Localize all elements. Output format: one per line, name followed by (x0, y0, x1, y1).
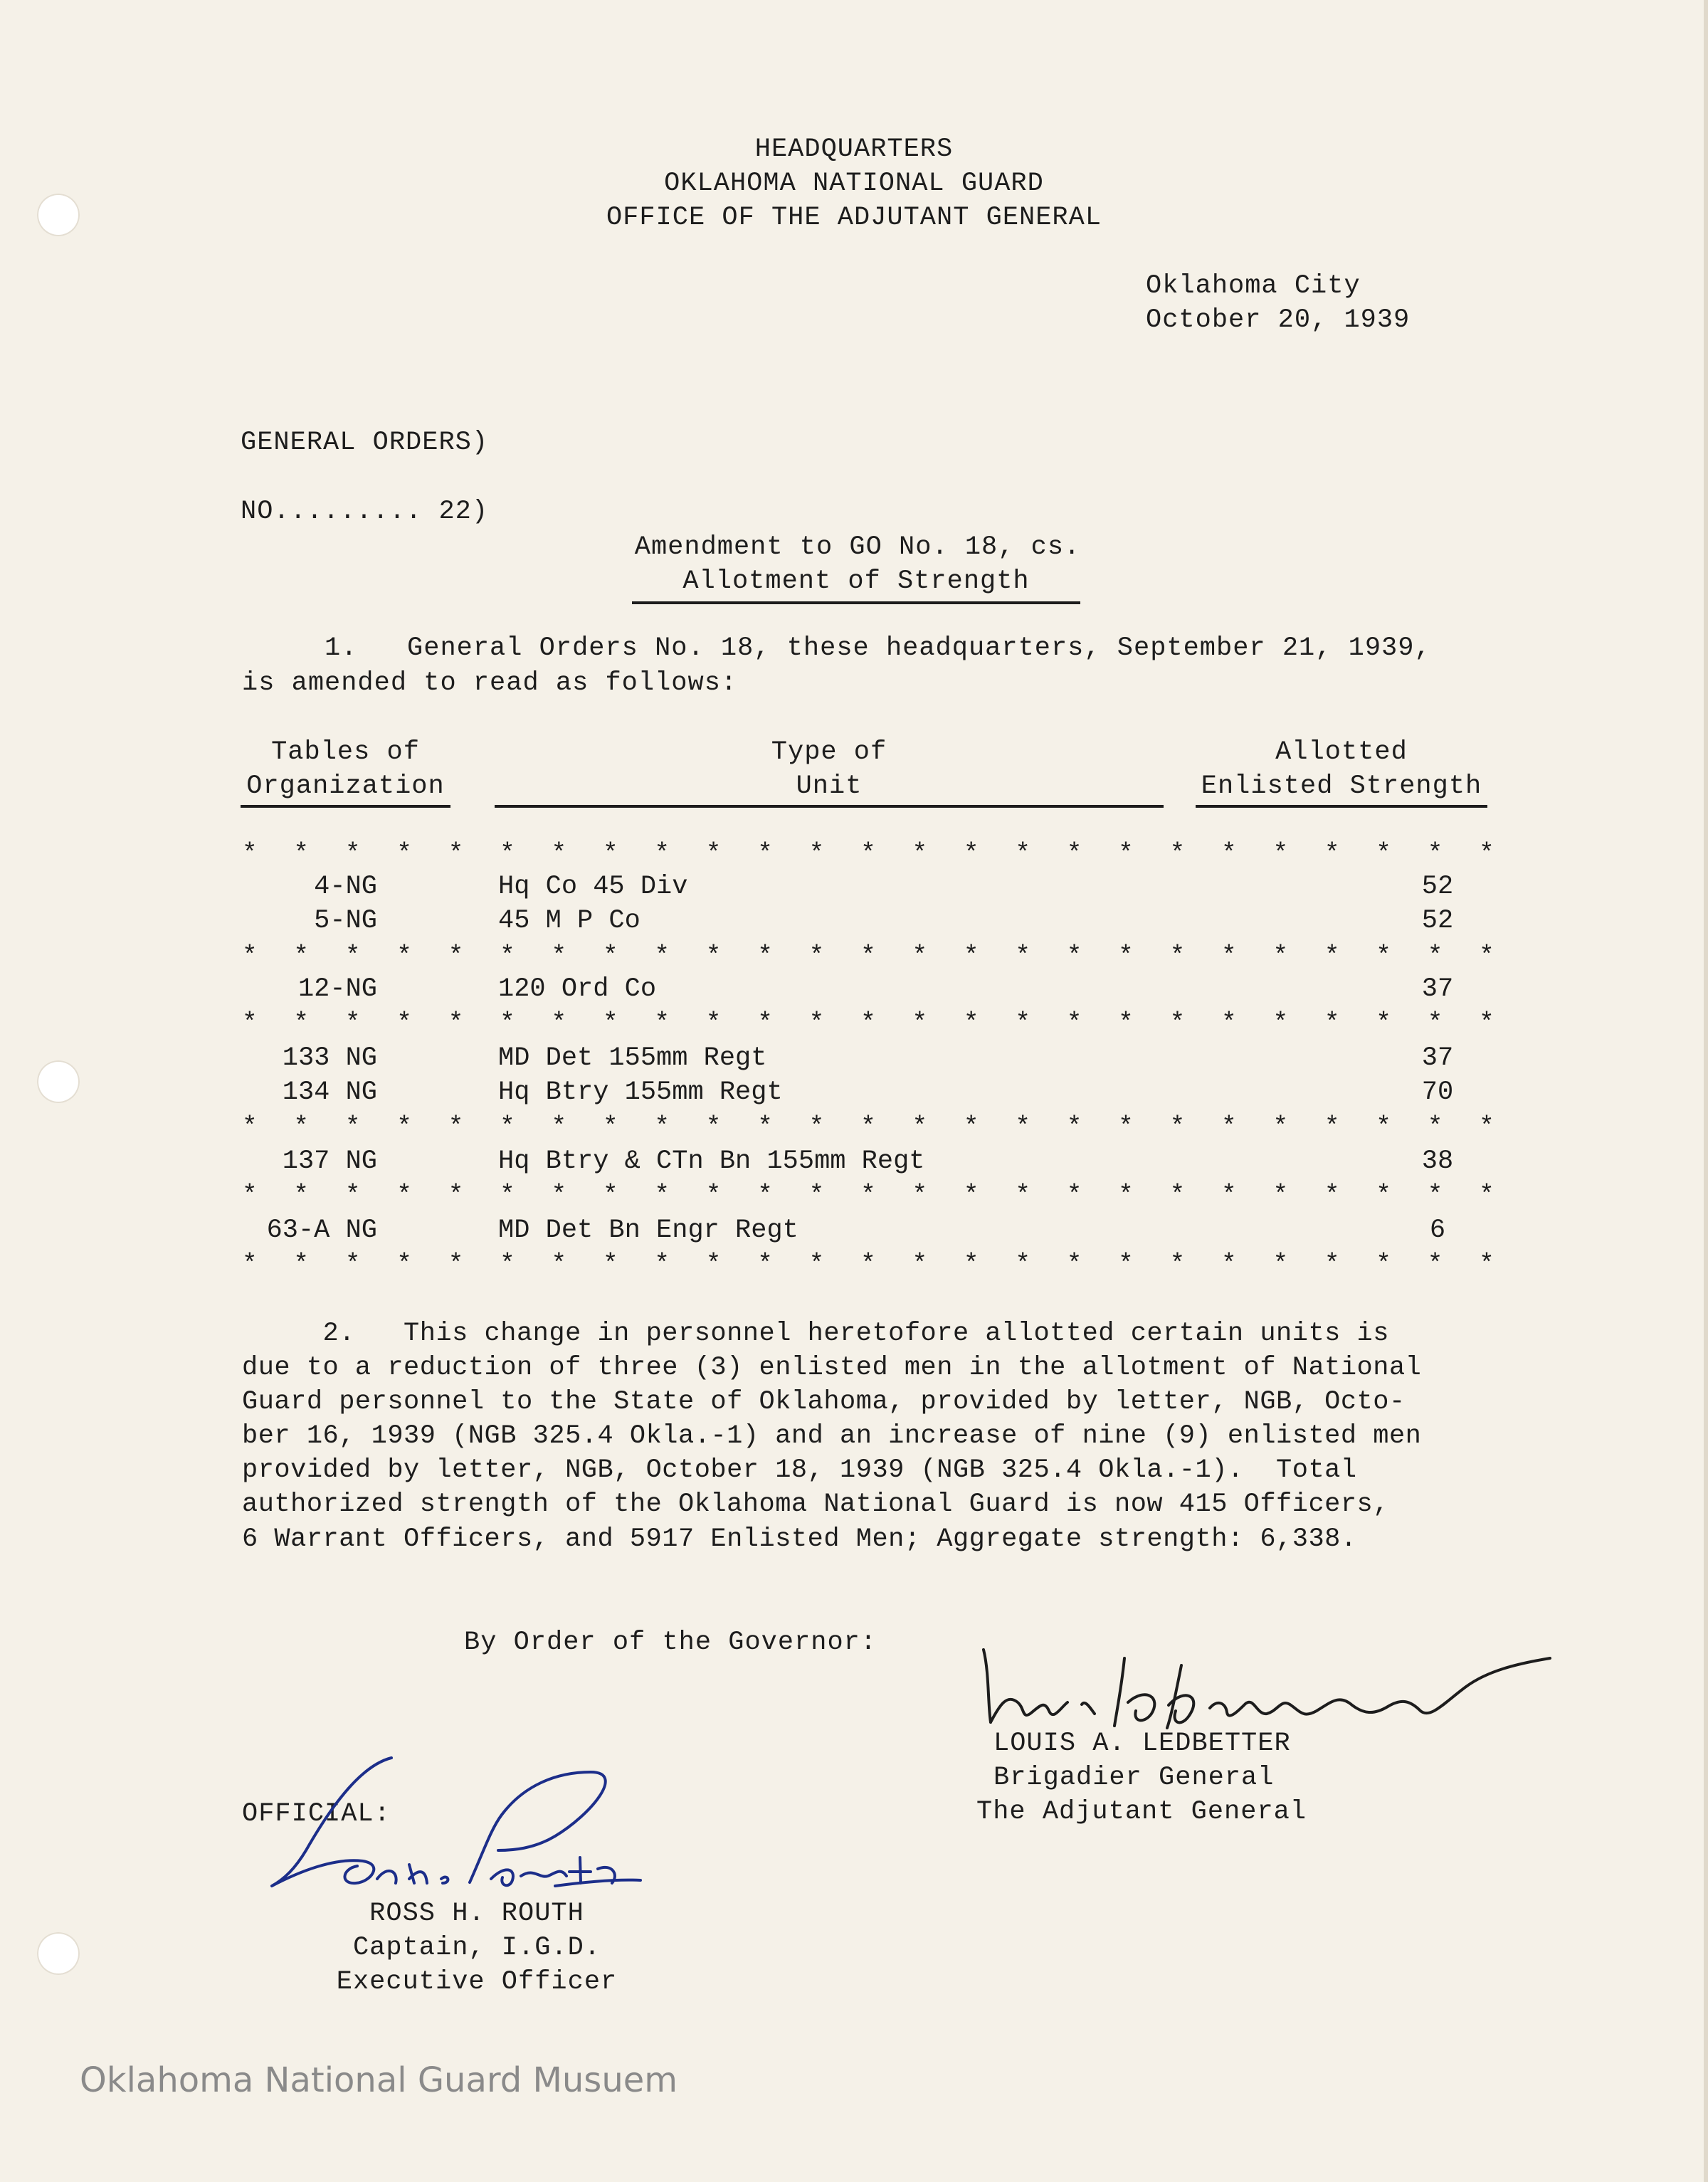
paragraph-2-line-4: ber 16, 1939 (NGB 325.4 Okla.-1) and an increase of nine (9) enlisted men (242, 1421, 1422, 1451)
separator-star: * (293, 942, 310, 971)
separator-star: * (242, 942, 258, 971)
separator-star: * (1118, 839, 1134, 868)
separator-star: * (1221, 1181, 1237, 1210)
separator-star: * (808, 1008, 825, 1038)
separator-star: * (1169, 1250, 1186, 1279)
separator-star: * (757, 839, 773, 868)
table-cell-unit: MD Det Bn Engr Regt (498, 1216, 798, 1245)
separator-star: * (1118, 942, 1134, 971)
separator-star: * (860, 1112, 876, 1142)
separator-star: * (654, 839, 670, 868)
separator-star: * (293, 1250, 310, 1279)
separator-star: * (1427, 1008, 1443, 1038)
table-cell-to: 134 NG (282, 1077, 377, 1107)
signatory-name: LOUIS A. LEDBETTER (993, 1729, 1291, 1759)
col-header-strength-1: Allotted (1275, 737, 1408, 767)
date: October 20, 1939 (1146, 305, 1411, 335)
separator-star: * (1169, 839, 1186, 868)
separator-star: * (912, 839, 928, 868)
separator-star: * (1066, 1008, 1082, 1038)
separator-star: * (1015, 1250, 1030, 1279)
separator-star: * (1479, 1008, 1494, 1038)
star-separator (242, 1248, 1494, 1282)
paragraph-2-line-3: Guard personnel to the State of Oklahoma, provided by letter, NGB, Octo- (242, 1387, 1406, 1417)
separator-star: * (1324, 1008, 1340, 1038)
separator-star: * (1272, 1112, 1289, 1142)
table-cell-to: 5-NG (314, 906, 377, 936)
separator-star: * (1015, 1008, 1030, 1038)
separator-star: * (242, 1008, 258, 1038)
separator-star: * (1066, 942, 1082, 971)
punch-hole (37, 194, 80, 236)
separator-star: * (705, 1008, 722, 1038)
separator-star: * (1479, 942, 1494, 971)
official-name: ROSS H. ROUTH (369, 1899, 584, 1929)
punch-hole (37, 1060, 80, 1103)
separator-star: * (912, 1181, 928, 1210)
separator-star: * (1376, 1181, 1391, 1210)
separator-star: * (912, 942, 928, 971)
separator-star: * (344, 1181, 361, 1210)
separator-star: * (1169, 1181, 1186, 1210)
separator-star: * (396, 1112, 412, 1142)
separator-star: * (1118, 1250, 1134, 1279)
table-cell-to: 133 NG (282, 1043, 377, 1073)
table-cell-unit: Hq Co 45 Div (498, 872, 688, 902)
table-row (242, 1075, 1509, 1110)
separator-star: * (1427, 839, 1443, 868)
separator-star: * (602, 1112, 618, 1142)
separator-star: * (963, 839, 979, 868)
separator-star: * (1015, 1181, 1030, 1210)
paragraph-1-line-2: is amended to read as follows: (242, 668, 738, 698)
separator-star: * (1324, 1181, 1340, 1210)
separator-star: * (602, 1008, 618, 1038)
separator-star: * (808, 1112, 825, 1142)
separator-star: * (551, 942, 567, 971)
separator-star: * (912, 1112, 928, 1142)
separator-star: * (500, 839, 515, 868)
separator-star: * (860, 1250, 876, 1279)
table-cell-to: 137 NG (282, 1147, 377, 1176)
separator-star: * (963, 1112, 979, 1142)
city: Oklahoma City (1146, 271, 1361, 301)
separator-star: * (242, 1250, 258, 1279)
separator-star: * (808, 942, 825, 971)
subject-line-1: Amendment to GO No. 18, cs. (634, 532, 1081, 562)
separator-star: * (705, 839, 722, 868)
separator-star: * (1066, 839, 1082, 868)
col-header-org-2: Organization (241, 769, 450, 808)
official-rank: Captain, I.G.D. (352, 1933, 601, 1963)
separator-star: * (860, 839, 876, 868)
paragraph-1-line-1: 1. General Orders No. 18, these headquarters, September 21, 1939, (242, 633, 1431, 663)
separator-star: * (344, 942, 361, 971)
header-line-1: HEADQUARTERS (754, 135, 954, 164)
table-row (242, 972, 1509, 1006)
separator-star: * (1118, 1008, 1134, 1038)
separator-star: * (963, 1181, 979, 1210)
signatory-title: The Adjutant General (976, 1797, 1307, 1827)
separator-star: * (602, 942, 618, 971)
separator-star: * (1118, 1112, 1134, 1142)
separator-star: * (448, 1181, 464, 1210)
separator-star: * (1427, 1250, 1443, 1279)
star-separator (242, 1110, 1494, 1144)
official-title: Executive Officer (336, 1967, 618, 1997)
separator-star: * (1324, 839, 1340, 868)
separator-star: * (448, 1250, 464, 1279)
separator-star: * (1015, 839, 1030, 868)
subject-line-2: Allotment of Strength (632, 564, 1080, 604)
paragraph-2-line-7: 6 Warrant Officers, and 5917 Enlisted Men; Aggregate strength: 6,338. (242, 1524, 1357, 1554)
paragraph-2-line-5: provided by letter, NGB, October 18, 1939 (NGB 325.4 Okla.-1). Total (242, 1455, 1357, 1485)
table-row (242, 1213, 1509, 1248)
separator-star: * (602, 839, 618, 868)
separator-star: * (654, 1112, 670, 1142)
separator-star: * (448, 1112, 464, 1142)
separator-star: * (963, 942, 979, 971)
separator-star: * (396, 1008, 412, 1038)
separator-star: * (1066, 1112, 1082, 1142)
separator-star: * (1221, 1008, 1237, 1038)
separator-star: * (1272, 1181, 1289, 1210)
separator-star: * (500, 1250, 515, 1279)
separator-star: * (344, 1250, 361, 1279)
separator-star: * (705, 1181, 722, 1210)
separator-star: * (963, 1008, 979, 1038)
separator-star: * (705, 942, 722, 971)
table-cell-strength: 70 (1421, 1077, 1454, 1107)
table-cell-unit: 45 M P Co (498, 906, 640, 936)
separator-star: * (808, 839, 825, 868)
separator-star: * (1272, 942, 1289, 971)
separator-star: * (757, 1112, 773, 1142)
separator-star: * (757, 942, 773, 971)
table-row (242, 1144, 1509, 1179)
museum-watermark: Oklahoma National Guard Musuem (80, 2060, 678, 2100)
star-separator (242, 1179, 1494, 1213)
separator-star: * (1324, 1250, 1340, 1279)
table-cell-unit: Hq Btry 155mm Regt (498, 1077, 783, 1107)
separator-star: * (1272, 1008, 1289, 1038)
separator-star: * (551, 839, 567, 868)
separator-star: * (396, 1250, 412, 1279)
separator-star: * (293, 1112, 310, 1142)
separator-star: * (551, 1112, 567, 1142)
paragraph-2-line-1: 2. This change in personnel heretofore allotted certain units is (242, 1319, 1389, 1349)
separator-star: * (1015, 1112, 1030, 1142)
paragraph-2-line-6: authorized strength of the Oklahoma National Guard is now 415 Officers, (242, 1490, 1389, 1519)
separator-star: * (808, 1181, 825, 1210)
routh-signature (256, 1744, 655, 1907)
separator-star: * (860, 1181, 876, 1210)
separator-star: * (1376, 942, 1391, 971)
separator-star: * (500, 1181, 515, 1210)
separator-star: * (1427, 1112, 1443, 1142)
separator-star: * (757, 1250, 773, 1279)
separator-star: * (293, 1008, 310, 1038)
table-cell-unit: 120 Ord Co (498, 974, 657, 1004)
separator-star: * (654, 1181, 670, 1210)
separator-star: * (1376, 839, 1391, 868)
separator-star: * (1427, 1181, 1443, 1210)
separator-star: * (551, 1250, 567, 1279)
separator-star: * (1272, 1250, 1289, 1279)
separator-star: * (1118, 1181, 1134, 1210)
table-row (242, 870, 1509, 904)
separator-star: * (1221, 839, 1237, 868)
separator-star: * (396, 1181, 412, 1210)
separator-star: * (757, 1008, 773, 1038)
col-header-type-1: Type of (771, 737, 887, 767)
separator-star: * (1169, 942, 1186, 971)
separator-star: * (1066, 1181, 1082, 1210)
separator-star: * (1479, 1181, 1494, 1210)
separator-star: * (1272, 839, 1289, 868)
separator-star: * (705, 1250, 722, 1279)
paragraph-2-line-2: due to a reduction of three (3) enlisted men in the allotment of National (242, 1353, 1422, 1383)
separator-star: * (551, 1181, 567, 1210)
star-separator (242, 939, 1494, 974)
separator-star: * (344, 839, 361, 868)
official-label: OFFICIAL: (242, 1799, 391, 1829)
separator-star: * (242, 839, 258, 868)
table-cell-to: 63-A NG (266, 1216, 377, 1245)
table-cell-strength: 37 (1421, 974, 1454, 1004)
col-header-type-2: Unit (495, 769, 1164, 808)
separator-star: * (1376, 1008, 1391, 1038)
by-order-text: By Order of the Governor: (464, 1628, 877, 1657)
table-cell-strength: 37 (1421, 1043, 1454, 1073)
separator-star: * (757, 1181, 773, 1210)
header-line-3: OFFICE OF THE ADJUTANT GENERAL (606, 203, 1102, 233)
separator-star: * (1479, 1112, 1494, 1142)
separator-star: * (448, 942, 464, 971)
separator-star: * (1324, 1112, 1340, 1142)
separator-star: * (654, 1250, 670, 1279)
separator-star: * (551, 1008, 567, 1038)
separator-star: * (1479, 839, 1494, 868)
table-row (242, 1041, 1509, 1075)
separator-star: * (1221, 1250, 1237, 1279)
separator-star: * (344, 1112, 361, 1142)
separator-star: * (293, 1181, 310, 1210)
signatory-rank: Brigadier General (993, 1763, 1275, 1793)
separator-star: * (293, 839, 310, 868)
star-separator (242, 1006, 1494, 1040)
table-cell-to: 4-NG (314, 872, 377, 902)
separator-star: * (912, 1008, 928, 1038)
separator-star: * (448, 1008, 464, 1038)
table-cell-strength: 52 (1421, 872, 1454, 902)
table-cell-strength: 6 (1429, 1216, 1446, 1245)
table-cell-to: 12-NG (297, 974, 377, 1004)
separator-star: * (860, 1008, 876, 1038)
separator-star: * (1324, 942, 1340, 971)
order-number: NO......... 22) (241, 497, 489, 527)
separator-star: * (396, 839, 412, 868)
general-orders-label: GENERAL ORDERS) (241, 428, 489, 458)
separator-star: * (1221, 942, 1237, 971)
star-separator (242, 837, 1494, 871)
punch-hole (37, 1932, 80, 1975)
separator-star: * (602, 1250, 618, 1279)
separator-star: * (1066, 1250, 1082, 1279)
separator-star: * (1169, 1112, 1186, 1142)
separator-star: * (500, 1112, 515, 1142)
separator-star: * (808, 1250, 825, 1279)
separator-star: * (912, 1250, 928, 1279)
separator-star: * (705, 1112, 722, 1142)
separator-star: * (1221, 1112, 1237, 1142)
separator-star: * (500, 942, 515, 971)
separator-star: * (654, 942, 670, 971)
separator-star: * (1427, 942, 1443, 971)
table-cell-unit: MD Det 155mm Regt (498, 1043, 767, 1073)
separator-star: * (396, 942, 412, 971)
table-row (242, 904, 1509, 938)
separator-star: * (344, 1008, 361, 1038)
separator-star: * (1376, 1112, 1391, 1142)
separator-star: * (860, 942, 876, 971)
separator-star: * (500, 1008, 515, 1038)
separator-star: * (1376, 1250, 1391, 1279)
separator-star: * (654, 1008, 670, 1038)
separator-star: * (602, 1181, 618, 1210)
table-cell-unit: Hq Btry & CTn Bn 155mm Regt (498, 1147, 925, 1176)
separator-star: * (963, 1250, 979, 1279)
separator-star: * (242, 1181, 258, 1210)
table-cell-strength: 38 (1421, 1147, 1454, 1176)
separator-star: * (448, 839, 464, 868)
separator-star: * (1479, 1250, 1494, 1279)
separator-star: * (1169, 1008, 1186, 1038)
col-header-org-1: Tables of (271, 737, 420, 767)
separator-star: * (1015, 942, 1030, 971)
header-line-2: OKLAHOMA NATIONAL GUARD (664, 169, 1044, 199)
table-cell-strength: 52 (1421, 906, 1454, 936)
col-header-strength-2: Enlisted Strength (1196, 769, 1487, 808)
separator-star: * (242, 1112, 258, 1142)
